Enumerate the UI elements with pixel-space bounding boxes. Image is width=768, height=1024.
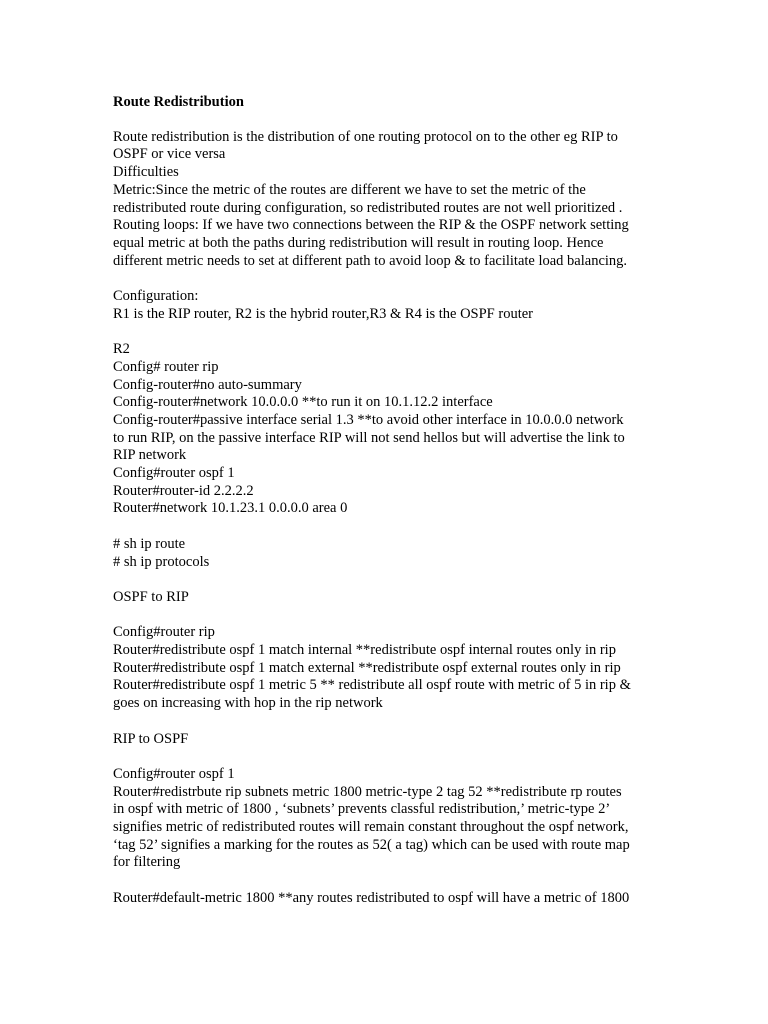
text-line: Routing loops: If we have two connections between the RIP & the OSPF network setting	[113, 217, 629, 234]
text-line: Route redistribution is the distribution of one routing protocol on to the other eg RIP to	[113, 128, 618, 145]
configuration-section	[113, 288, 673, 323]
section-heading: Configuration:	[113, 288, 199, 304]
r2-config-section	[113, 341, 673, 518]
command-line: Router#redistribute ospf 1 match external **redistribute ospf external routes only in rip	[113, 659, 621, 676]
command-line: to run RIP, on the passive interface RIP will not send hellos but will advertise the link to	[113, 429, 625, 446]
command-line: Config-router#network 10.0.0.0 **to run it on 10.1.12.2 interface	[113, 394, 493, 411]
command-line: Router#redistrbute rip subnets metric 1800 metric-type 2 tag 52 **redistribute rp routes	[113, 783, 622, 800]
rip-to-ospf-section	[113, 766, 673, 872]
spacer	[113, 713, 673, 731]
document-title: Route Redistribution	[113, 94, 244, 110]
command-line: Config-router#passive interface serial 1.3 **to avoid other interface in 10.0.0.0 network	[113, 411, 624, 428]
ospf-to-rip-section	[113, 624, 673, 713]
text-line: OSPF or vice versa	[113, 146, 226, 163]
command-line: Config#router ospf 1	[113, 465, 235, 482]
text-line: different metric needs to set at different path to avoid loop & to facilitate load balancing.	[113, 252, 628, 269]
text-line: equal metric at both the paths during redistribution will result in routing loop. Hence	[113, 234, 604, 251]
command-line: # sh ip route	[113, 535, 186, 552]
text-line: R1 is the RIP router, R2 is the hybrid router,R3 & R4 is the OSPF router	[113, 305, 533, 322]
spacer	[113, 571, 673, 589]
spacer	[113, 323, 673, 341]
text-line: Difficulties	[113, 164, 179, 181]
document-page	[113, 93, 673, 908]
show-commands-section	[113, 536, 673, 571]
command-line: Config#router rip	[113, 624, 215, 641]
spacer	[113, 748, 673, 766]
command-line: Router#default-metric 1800 **any routes redistributed to ospf will have a metric of 1800	[113, 889, 630, 906]
section-heading: OSPF to RIP	[113, 588, 189, 605]
command-line: Router#network 10.1.23.1 0.0.0.0 area 0	[113, 500, 348, 517]
command-line: for filtering	[113, 854, 181, 871]
command-line: goes on increasing with hop in the rip network	[113, 695, 383, 712]
text-line: Metric:Since the metric of the routes are different we have to set the metric of the	[113, 181, 586, 198]
command-line: Config-router#no auto-summary	[113, 376, 302, 393]
command-line: Router#redistribute ospf 1 metric 5 ** redistribute all ospf route with metric of 5 in rip &	[113, 677, 631, 694]
spacer	[113, 607, 673, 625]
intro-section	[113, 129, 673, 271]
text-line: redistributed route during configuration, so redistributed routes are not well prioritized .	[113, 199, 623, 216]
spacer	[113, 872, 673, 890]
command-line: # sh ip protocols	[113, 553, 210, 570]
section-heading: R2	[113, 341, 130, 358]
spacer	[113, 518, 673, 536]
spacer	[113, 270, 673, 288]
section-heading: RIP to OSPF	[113, 730, 189, 747]
command-line: Router#redistribute ospf 1 match internal **redistribute ospf internal routes only in rip	[113, 642, 616, 658]
command-line: in ospf with metric of 1800 , ‘subnets’ prevents classful redistribution,’ metric-type 2’	[113, 801, 611, 818]
spacer	[113, 111, 673, 129]
command-line: Router#router-id 2.2.2.2	[113, 482, 254, 499]
command-line: Config# router rip	[113, 358, 219, 375]
command-line: ‘tag 52’ signifies a marking for the routes as 52( a tag) which can be used with route map	[113, 836, 630, 853]
command-line: RIP network	[113, 447, 187, 464]
command-line: signifies metric of redistributed routes will remain constant throughout the ospf network,	[113, 819, 629, 835]
command-line: Config#router ospf 1	[113, 765, 235, 782]
